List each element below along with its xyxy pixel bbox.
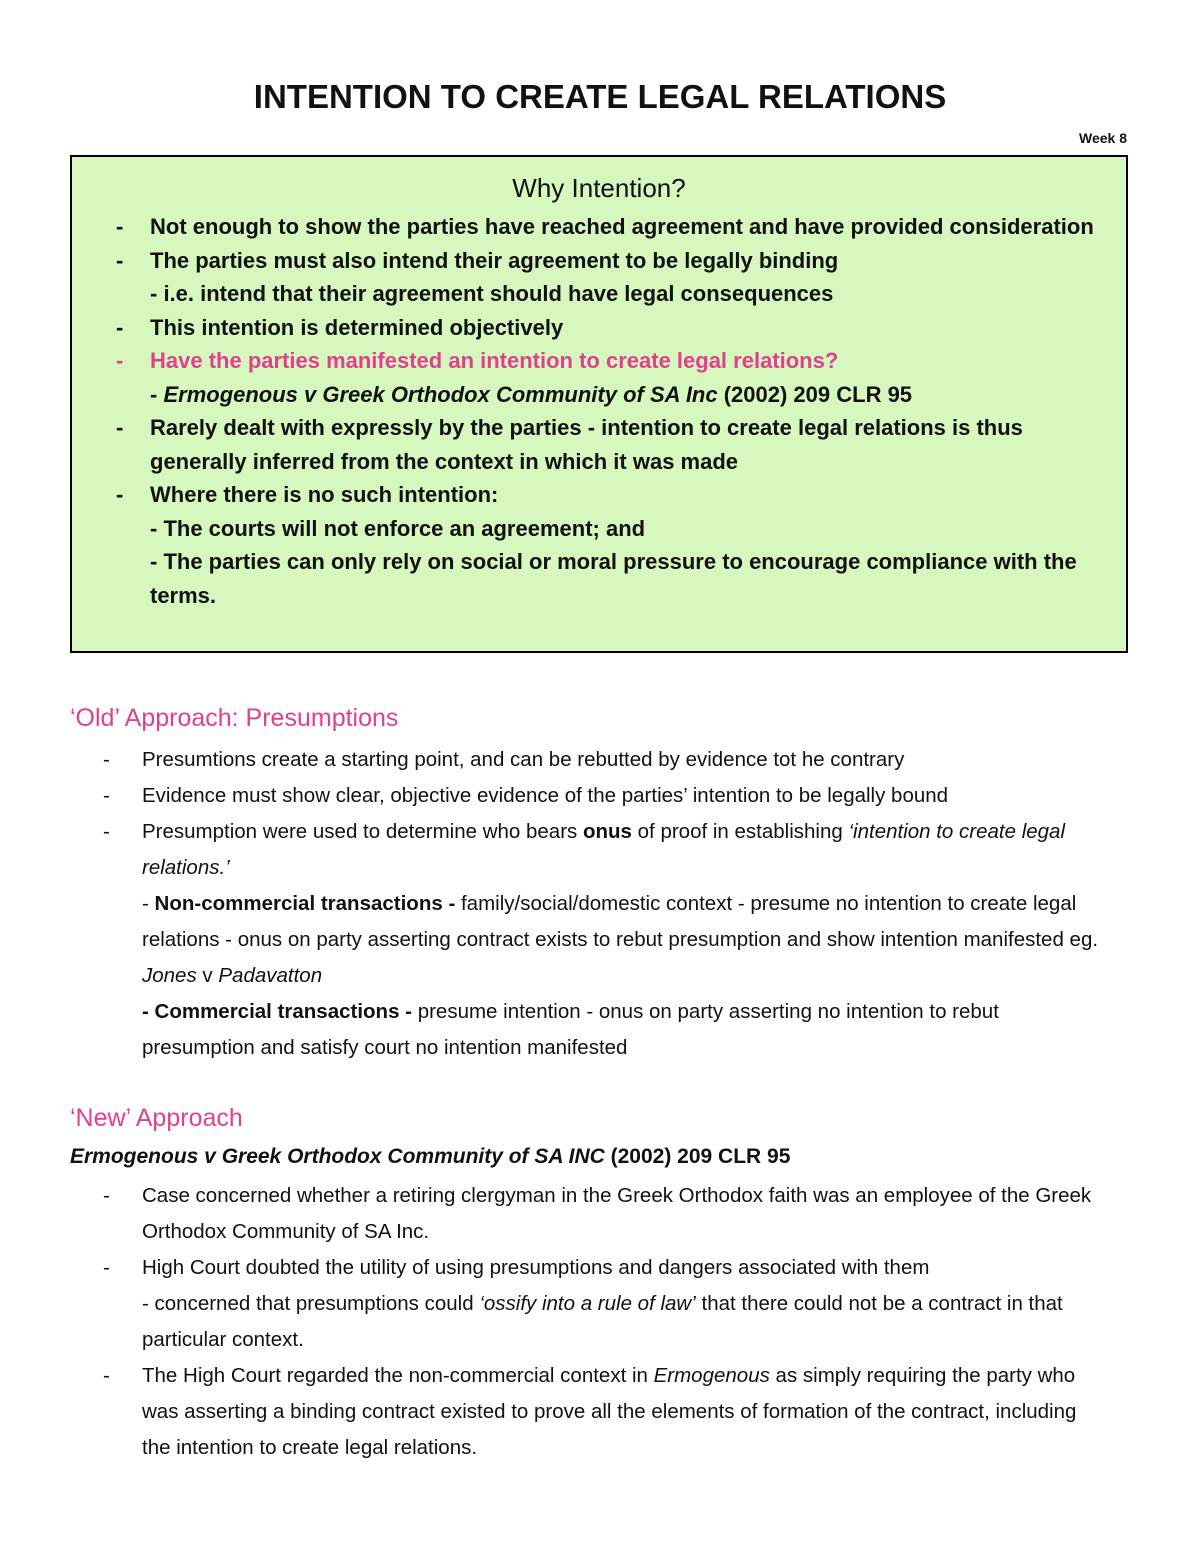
bullet-dash: - — [103, 784, 110, 807]
box-item-3 — [72, 311, 1126, 345]
box-item-subtext: - i.e. intend that their agreement should have legal consequences — [150, 281, 834, 306]
bullet-dash: - — [103, 1364, 110, 1387]
case-citation: (2002) 209 CLR 95 — [604, 1145, 791, 1168]
old-approach-list — [70, 742, 1130, 1066]
case-name: Ermogenous v Greek Orthodox Community of SA INC — [70, 1145, 605, 1168]
why-intention-title: Why Intention? — [512, 173, 686, 203]
non-commercial-label: Non-commercial transactions - — [154, 892, 461, 915]
box-item-6 — [72, 478, 1126, 612]
box-item-text: Not enough to show the parties have reached agreement and have provided consideration — [150, 214, 1094, 239]
item-subtext — [142, 1286, 1110, 1358]
document-title: INTENTION TO CREATE LEGAL RELATIONS — [253, 78, 947, 115]
box-item-2 — [72, 244, 1126, 311]
case-citation: (2002) 209 CLR 95 — [717, 381, 913, 407]
old-approach-heading: ‘Old’ Approach: Presumptions — [70, 704, 399, 732]
item-text — [142, 814, 1110, 886]
quoted-term: ‘intention to create legal relations.’ — [142, 820, 1066, 879]
box-item-case-line — [150, 378, 1112, 412]
new-approach-case-heading — [70, 1145, 790, 1169]
bullet-dash: - — [116, 482, 124, 507]
box-item-text: Rarely dealt with expressly by the parties - intention to create legal relations is thus generally inferred from the context in which it was made — [150, 415, 1023, 474]
new-approach-item-3 — [70, 1358, 1130, 1466]
bullet-dash: - — [103, 1256, 110, 1279]
box-item-1 — [72, 210, 1126, 244]
onus-term: onus — [582, 820, 632, 843]
text-run: - — [142, 892, 155, 915]
week-label: Week 8 — [1079, 130, 1127, 146]
bullet-dash: - — [103, 820, 110, 843]
commercial-subitem — [142, 994, 1110, 1066]
text-run: presume intention - onus on party asserting no intention to rebut presumption and satisfy court no intention manifested — [142, 1000, 999, 1059]
text-run: - concerned that presumptions could — [142, 1292, 480, 1315]
text-run: of proof in establishing — [631, 820, 849, 843]
old-approach-item-2 — [70, 778, 1130, 814]
box-item-subtext: - The courts will not enforce an agreement; and — [150, 515, 646, 541]
item-text — [142, 1364, 1076, 1459]
case-name: Ermogenous v Greek Orthodox Community of SA Inc — [163, 381, 718, 407]
bullet-dash: - — [116, 348, 124, 373]
text-run: Presumption were used to determine who bears — [142, 820, 583, 843]
bullet-dash: - — [116, 214, 124, 239]
new-approach-item-2 — [70, 1250, 1130, 1358]
box-item-subtext: - The parties can only rely on social or moral pressure to encourage compliance with the terms. — [150, 549, 1077, 608]
box-item-highlight-text: Have the parties manifested an intention to create legal relations? — [150, 348, 839, 373]
commercial-label: - Commercial transactions - — [142, 1000, 418, 1023]
new-approach-list — [70, 1178, 1130, 1466]
case-name: Ermogenous — [653, 1364, 770, 1387]
quoted-term: ‘ossify into a rule of law’ — [479, 1292, 696, 1315]
box-item-5 — [72, 411, 1126, 478]
non-commercial-subitem — [142, 886, 1110, 994]
case-prefix: - — [150, 381, 164, 407]
box-item-4 — [72, 344, 1126, 411]
box-item-text: The parties must also intend their agreement to be legally binding — [150, 247, 839, 273]
case-party: Jones — [142, 964, 197, 987]
new-approach-heading: ‘New’ Approach — [70, 1104, 243, 1132]
bullet-dash: - — [103, 1184, 110, 1207]
item-text: Presumtions create a starting point, and can be rebutted by evidence tot he contrary — [142, 748, 905, 771]
text-run: as simply requiring the party who was asserting a binding contract existed to prove all the elements of formation of the contract, including the intention to create legal relations. — [142, 1364, 1077, 1459]
bullet-dash: - — [116, 314, 124, 340]
item-text: Evidence must show clear, objective evidence of the parties’ intention to be legally bound — [142, 784, 949, 807]
text-run: that there could not be a contract in that particular context. — [142, 1292, 1063, 1351]
box-item-text: Where there is no such intention: — [150, 482, 499, 507]
bullet-dash: - — [116, 247, 124, 273]
item-text: High Court doubted the utility of using presumptions and dangers associated with them — [142, 1256, 930, 1279]
bullet-dash: - — [103, 748, 110, 771]
text-run: family/social/domestic context - presume no intention to create legal relations - onus on party asserting contract exists to rebut presumption and show intention manifested eg. — [142, 892, 1099, 951]
why-intention-box — [70, 155, 1128, 653]
new-approach-item-1 — [70, 1178, 1130, 1250]
box-item-text: This intention is determined objectively — [150, 314, 564, 340]
old-approach-item-1 — [70, 742, 1130, 778]
item-text: Case concerned whether a retiring clergyman in the Greek Orthodox faith was an employee of the Greek Orthodox Community of SA Inc. — [142, 1184, 1092, 1243]
old-approach-item-3 — [70, 814, 1130, 1066]
case-party: Padavatton — [218, 964, 323, 987]
text-run: The High Court regarded the non-commercial context in — [142, 1364, 654, 1387]
text-run: v — [196, 964, 219, 987]
bullet-dash: - — [116, 415, 124, 440]
